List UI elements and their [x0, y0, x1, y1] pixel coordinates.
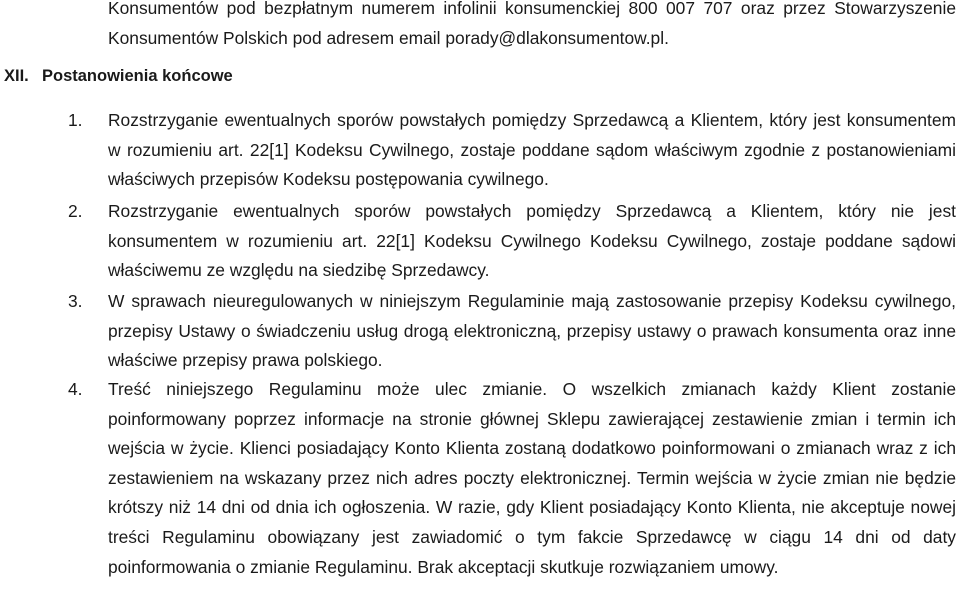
- list-item-number: 3.: [68, 291, 83, 311]
- list-item-number: 2.: [68, 201, 83, 221]
- list-item-number: 4.: [68, 379, 83, 399]
- section-heading: [4, 65, 233, 87]
- list-item-number: 1.: [68, 110, 83, 130]
- list-item-text: Treść niniejszego Regulaminu może ulec zmianie. O wszelkich zmianach każdy Klient zostanie poinformowany poprzez informacje na stronie głównej Sklepu zawierającej zestawienie zmian i termin ich wejścia w życie. Klienci posiadający Konto Klienta zostaną dodatkowo poinformowani o zmianach wraz z ich zestawieniem na wskazany przez nich adres poczty elektronicznej. Termin wejścia w życie zmian nie będzie krótszy niż 14 dni od dnia ich ogłoszenia. W razie, gdy Klient posiadający Konto Klienta, nie akceptuje nowej treści Regulaminu obowiązany jest zawiadomić o tym fakcie Sprzedawcę w ciągu 14 dni od daty poinformowania o zmianie Regulaminu. Brak akceptacji skutkuje rozwiązaniem umowy.: [108, 379, 956, 577]
- section-title: Postanowienia końcowe: [42, 67, 233, 85]
- list-item-text: Rozstrzyganie ewentualnych sporów powstałych pomiędzy Sprzedawcą a Klientem, który nie jest konsumentem w rozumieniu art. 22[1] Kodeksu Cywilnego Kodeksu Cywilnego, zostaje poddane sądowi właściwemu ze względu na siedzibę Sprzedawcy.: [108, 201, 956, 281]
- list-item-3: [68, 287, 956, 376]
- section-number: XII.: [4, 67, 29, 85]
- list-item-2: [68, 197, 956, 286]
- list-item-4: [68, 375, 956, 582]
- list-item-text: Rozstrzyganie ewentualnych sporów powstałych pomiędzy Sprzedawcą a Klientem, który jest konsumentem w rozumieniu art. 22[1] Kodeksu Cywilnego, zostaje poddane sądom właściwym zgodnie z postanowieniami właściwych przepisów Kodeksu postępowania cywilnego.: [108, 110, 956, 190]
- intro-paragraph: Konsumentów pod bezpłatnym numerem infolinii konsumenckiej 800 007 707 oraz przez Stowarzyszenie Konsumentów Polskich pod adresem email porady@dlakonsumentow.pl.: [108, 0, 956, 48]
- list-item-1: [68, 106, 956, 195]
- list-item-text: W sprawach nieuregulowanych w niniejszym Regulaminie mają zastosowanie przepisy Kodeksu cywilnego, przepisy Ustawy o świadczeniu usług drogą elektroniczną, przepisy ustawy o prawach konsumenta oraz inne właściwe przepisy prawa polskiego.: [108, 291, 956, 371]
